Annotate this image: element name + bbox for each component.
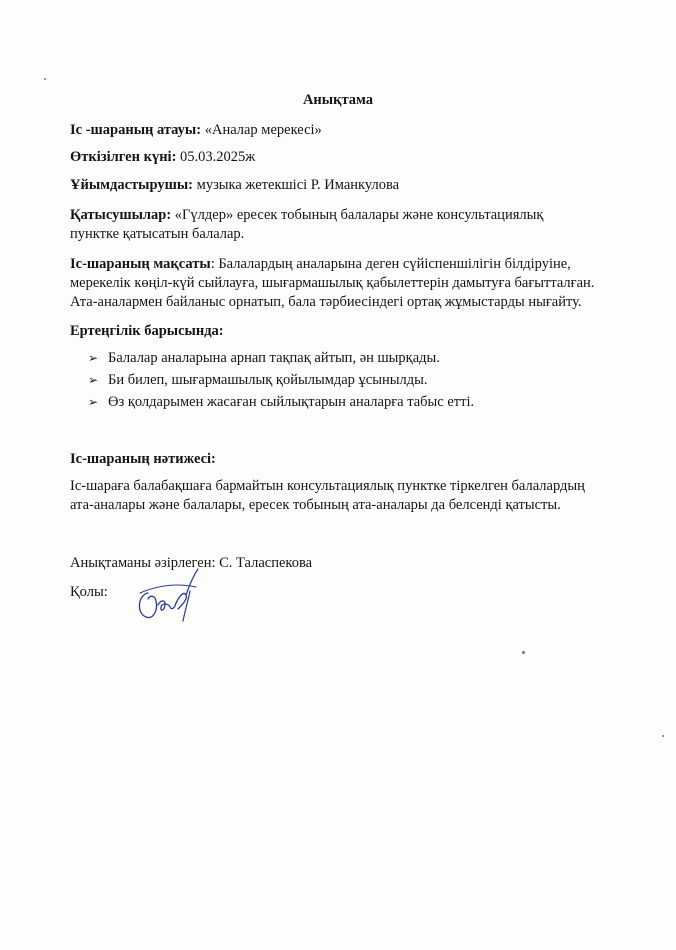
result-label: Іс-шараның нәтижесі:	[70, 451, 216, 467]
organizer-label: Ұйымдастырушы:	[70, 177, 194, 193]
participants-label: Қатысушылар:	[70, 207, 172, 223]
paper-speck	[662, 735, 664, 737]
result-line2: ата-аналары және балалары, ересек тобының ата-аналары да белсенді қатысты.	[70, 497, 561, 513]
participants-value-line1: «Гүлдер» ересек тобының балалары және консультациялық	[171, 207, 544, 223]
result-line1: Іс-шараға балабақшаға бармайтын консультациялық пунктке тіркелген балалардың	[70, 478, 585, 494]
list-item-text: Өз қолдарымен жасаған сыйлықтарын аналарға табыс етті.	[108, 394, 475, 410]
event-name-row	[70, 121, 660, 140]
arrow-bullet-icon: ➢	[88, 395, 99, 409]
goal-row	[70, 255, 660, 274]
prepared-by: Анықтаманы әзірлеген: С. Таласпекова	[70, 555, 313, 571]
progress-label: Ертеңгілік барысында:	[70, 323, 224, 339]
event-name-label: Іс -шараның атауы:	[70, 122, 202, 138]
participants-row	[70, 206, 660, 225]
list-item	[88, 349, 474, 371]
arrow-bullet-icon: ➢	[88, 351, 99, 365]
goal-line3: Ата-аналармен байланыс орнатып, бала тәрбиесіндегі ортақ жұмыстарды нығайту.	[70, 294, 582, 310]
list-item	[88, 371, 474, 393]
list-item-text: Балалар аналарына арнап тақпақ айтып, ән шырқады.	[108, 350, 440, 366]
paper-speck	[522, 651, 525, 654]
organizer-row	[70, 176, 660, 195]
event-date-row	[70, 148, 660, 167]
event-name-value: «Аналар мерекесі»	[201, 122, 322, 138]
handwritten-signature	[128, 565, 208, 625]
progress-list	[88, 349, 474, 415]
goal-line1: : Балалардың аналарына деген сүйіспеншілігін білдіруіне,	[210, 256, 571, 272]
list-item-text: Би билеп, шығармашылық қойылымдар ұсынылды.	[108, 372, 428, 388]
goal-line2: мерекелік көңіл-күй сыйлауға, шығармашылық қабылеттерін дамытуға бағытталған.	[70, 275, 595, 291]
event-date-label: Өткізілген күні:	[70, 149, 177, 165]
goal-label: Іс-шараның мақсаты	[70, 256, 211, 272]
list-item	[88, 393, 474, 415]
document-title: Анықтама	[302, 92, 374, 108]
paper-speck	[44, 78, 46, 80]
sign-label: Қолы:	[70, 584, 108, 600]
organizer-value: музыка жетекшісі Р. Иманкулова	[193, 177, 400, 193]
arrow-bullet-icon: ➢	[88, 373, 99, 387]
participants-value-line2: пунктке қатысатын балалар.	[70, 226, 245, 242]
event-date-value: 05.03.2025ж	[176, 149, 256, 165]
